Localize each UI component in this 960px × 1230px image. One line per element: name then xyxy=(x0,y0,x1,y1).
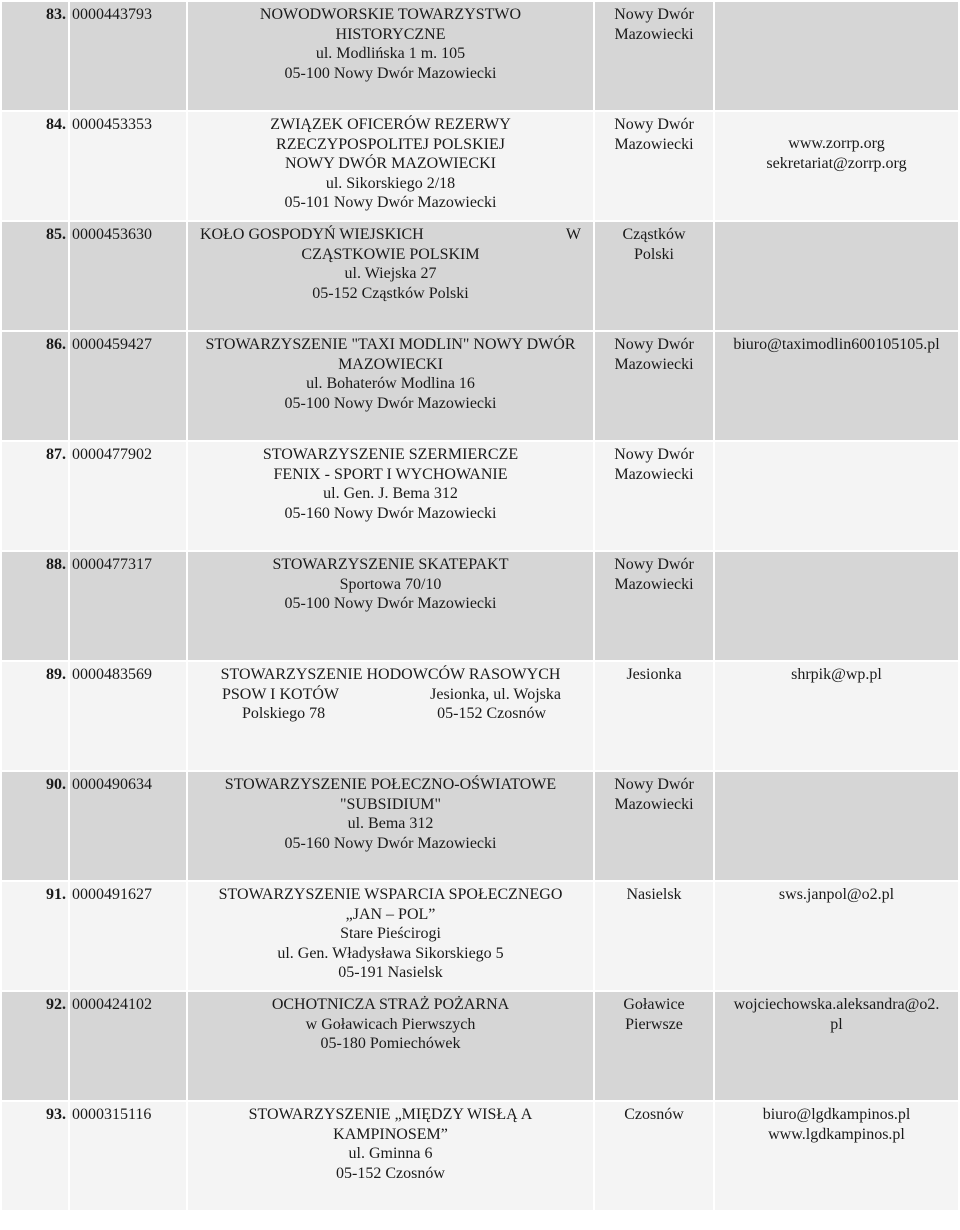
name-line: MAZOWIECKI xyxy=(338,355,443,373)
address-line: w Goławicach Pierwszych xyxy=(305,1015,476,1033)
address-line: ul. Gen. Władysława Sikorskiego 5 xyxy=(277,944,504,962)
contact xyxy=(715,772,958,880)
city-line: Cząstków xyxy=(622,226,686,243)
row-number: 86. xyxy=(2,332,68,440)
postal-line: 05-100 Nowy Dwór Mazowiecki xyxy=(284,595,497,612)
city-line: Pierwsze xyxy=(625,1015,683,1033)
name-line: "SUBSIDIUM" xyxy=(339,795,442,813)
registry-id: 0000483569 xyxy=(70,662,186,770)
address-line xyxy=(190,704,591,724)
name-line: STOWARZYSZENIE „MIĘDZY WISŁĄ A xyxy=(248,1106,533,1123)
name-line: FENIX - SPORT I WYCHOWANIE xyxy=(273,465,508,483)
table-row xyxy=(2,882,958,990)
name-line: STOWARZYSZENIE "TAXI MODLIN" NOWY DWÓR xyxy=(205,336,576,353)
table-row xyxy=(2,992,958,1100)
name-part: PSOW I KOTÓW xyxy=(222,685,340,703)
registry-id: 0000315116 xyxy=(70,1102,186,1210)
address-part: Jesionka, ul. Wojska xyxy=(430,685,561,703)
address-line: ul. Bohaterów Modlina 16 xyxy=(306,375,475,392)
address-line: ul. Modlińska 1 m. 105 xyxy=(315,45,466,62)
city xyxy=(595,882,713,990)
name-part: KOŁO GOSPODYŃ WIEJSKICH xyxy=(200,226,424,243)
registry-id: 0000443793 xyxy=(70,2,186,110)
name-part: W xyxy=(565,226,581,243)
row-number: 87. xyxy=(2,442,68,550)
name-line: OCHOTNICZA STRAŻ POŻARNA xyxy=(271,996,510,1013)
name-line xyxy=(190,685,591,705)
address-line: ul. Wiejska 27 xyxy=(344,265,437,282)
website-link[interactable]: www.zorrp.org xyxy=(788,135,885,152)
row-number: 92. xyxy=(2,992,68,1100)
organization-name xyxy=(188,992,593,1100)
address-line: ul. Gminna 6 xyxy=(348,1145,433,1162)
contact xyxy=(715,112,958,220)
table-row xyxy=(2,662,958,770)
contact xyxy=(715,2,958,110)
row-number: 89. xyxy=(2,662,68,770)
table-row xyxy=(2,1102,958,1210)
row-number: 90. xyxy=(2,772,68,880)
registry-id: 0000477317 xyxy=(70,552,186,660)
email-link[interactable]: biuro@taximodlin600105105.pl xyxy=(733,336,940,353)
city-line: Nowy Dwór xyxy=(614,776,694,793)
city-line: Nowy Dwór xyxy=(614,446,694,463)
name-line: HISTORYCZNE xyxy=(335,25,446,43)
name-line: STOWARZYSZENIE SZERMIERCZE xyxy=(262,446,519,463)
postal-line: 05-191 Nasielsk xyxy=(338,964,443,981)
contact xyxy=(715,662,958,770)
address-line: ul. Bema 312 xyxy=(347,815,434,832)
contact xyxy=(715,552,958,660)
postal-line: 05-152 Cząstków Polski xyxy=(312,284,469,302)
contact xyxy=(715,992,958,1100)
registry-id: 0000453630 xyxy=(70,222,186,330)
postal-line: 05-160 Nowy Dwór Mazowiecki xyxy=(284,504,497,522)
registry-id: 0000490634 xyxy=(70,772,186,880)
city xyxy=(595,992,713,1100)
postal-line: 05-160 Nowy Dwór Mazowiecki xyxy=(284,834,497,852)
address-part: Polskiego 78 xyxy=(242,705,326,722)
email-link[interactable]: sws.janpol@o2.pl xyxy=(778,886,895,903)
table-row xyxy=(2,222,958,330)
registry-id: 0000424102 xyxy=(70,992,186,1100)
city xyxy=(595,1102,713,1210)
postal-line: 05-101 Nowy Dwór Mazowiecki xyxy=(284,194,497,211)
address-line: ul. Gen. J. Bema 312 xyxy=(323,485,458,502)
row-number: 91. xyxy=(2,882,68,990)
organization-name xyxy=(188,112,593,220)
email-link[interactable]: sekretariat@zorrp.org xyxy=(766,154,907,172)
contact xyxy=(715,1102,958,1210)
email-link[interactable]: shrpik@wp.pl xyxy=(791,666,882,683)
organization-name xyxy=(188,2,593,110)
name-line: STOWARZYSZENIE WSPARCIA SPOŁECZNEGO xyxy=(218,886,563,903)
contact xyxy=(715,442,958,550)
name-line: STOWARZYSZENIE POŁECZNO-OŚWIATOWE xyxy=(224,776,557,793)
organization-name xyxy=(188,552,593,660)
email-link[interactable]: biuro@lgdkampinos.pl xyxy=(762,1106,911,1123)
city xyxy=(595,662,713,770)
name-line: NOWY DWÓR MAZOWIECKI xyxy=(285,155,496,172)
row-number: 93. xyxy=(2,1102,68,1210)
name-line xyxy=(190,225,591,245)
table-row xyxy=(2,772,958,880)
city-line: Mazowiecki xyxy=(614,25,694,43)
city-line: Jesionka xyxy=(626,666,682,683)
name-line: „JAN – POL” xyxy=(345,905,436,923)
registry-id: 0000491627 xyxy=(70,882,186,990)
email-link[interactable]: wojciechowska.aleksandra@o2. xyxy=(733,996,940,1013)
postal-line: 05-100 Nowy Dwór Mazowiecki xyxy=(284,64,497,82)
row-number: 83. xyxy=(2,2,68,110)
registry-id: 0000453353 xyxy=(70,112,186,220)
city-line: Goławice xyxy=(623,996,685,1013)
city-line: Mazowiecki xyxy=(614,795,694,813)
table-row xyxy=(2,552,958,660)
name-line: STOWARZYSZENIE SKATEPAKT xyxy=(272,556,509,573)
table-row xyxy=(2,442,958,550)
contact xyxy=(715,882,958,990)
row-number: 88. xyxy=(2,552,68,660)
postal-line: 05-152 Czosnów xyxy=(336,1164,445,1182)
name-line: KAMPINOSEM” xyxy=(333,1125,448,1143)
city-line: Mazowiecki xyxy=(614,575,694,593)
city-line: Nowy Dwór xyxy=(614,116,694,133)
registry-id: 0000459427 xyxy=(70,332,186,440)
city-line: Nowy Dwór xyxy=(614,6,694,23)
organization-name xyxy=(188,222,593,330)
city-line: Nowy Dwór xyxy=(614,556,694,573)
city-line: Polski xyxy=(633,245,674,263)
table-row xyxy=(2,2,958,110)
organization-name xyxy=(188,662,593,770)
row-number: 85. xyxy=(2,222,68,330)
city-line: Czosnów xyxy=(624,1106,684,1123)
table-row xyxy=(2,112,958,220)
registry-id: 0000477902 xyxy=(70,442,186,550)
contact xyxy=(715,332,958,440)
organization-name xyxy=(188,772,593,880)
city xyxy=(595,222,713,330)
name-line: NOWODWORSKIE TOWARZYSTWO xyxy=(259,6,522,23)
organization-name xyxy=(188,882,593,990)
organization-name xyxy=(188,1102,593,1210)
city xyxy=(595,772,713,880)
city xyxy=(595,442,713,550)
postal-line: 05-100 Nowy Dwór Mazowiecki xyxy=(284,394,497,412)
postal-line: 05-180 Pomiechówek xyxy=(320,1035,461,1052)
organization-name xyxy=(188,442,593,550)
address-line: ul. Sikorskiego 2/18 xyxy=(325,174,456,192)
city xyxy=(595,2,713,110)
postal-part: 05-152 Czosnów xyxy=(437,705,546,722)
city-line: Mazowiecki xyxy=(614,355,694,373)
name-line: ZWIĄZEK OFICERÓW REZERWY xyxy=(270,116,511,133)
name-line: STOWARZYSZENIE HODOWCÓW RASOWYCH xyxy=(220,666,561,683)
locality-line: Stare Pieścirogi xyxy=(340,925,441,942)
city-line: Mazowiecki xyxy=(614,465,694,483)
city-line: Mazowiecki xyxy=(614,135,694,153)
city xyxy=(595,552,713,660)
city-line: Nasielsk xyxy=(626,886,682,903)
website-link[interactable]: www.lgdkampinos.pl xyxy=(768,1125,905,1143)
city xyxy=(595,332,713,440)
email-link-continued[interactable]: pl xyxy=(830,1015,843,1033)
city-line: Nowy Dwór xyxy=(614,336,694,353)
contact xyxy=(715,222,958,330)
row-number: 84. xyxy=(2,112,68,220)
name-line: CZĄSTKOWIE POLSKIM xyxy=(301,245,480,263)
city xyxy=(595,112,713,220)
address-line: Sportowa 70/10 xyxy=(339,575,442,593)
name-line: RZECZYPOSPOLITEJ POLSKIEJ xyxy=(276,135,505,153)
table-row xyxy=(2,332,958,440)
organization-name xyxy=(188,332,593,440)
